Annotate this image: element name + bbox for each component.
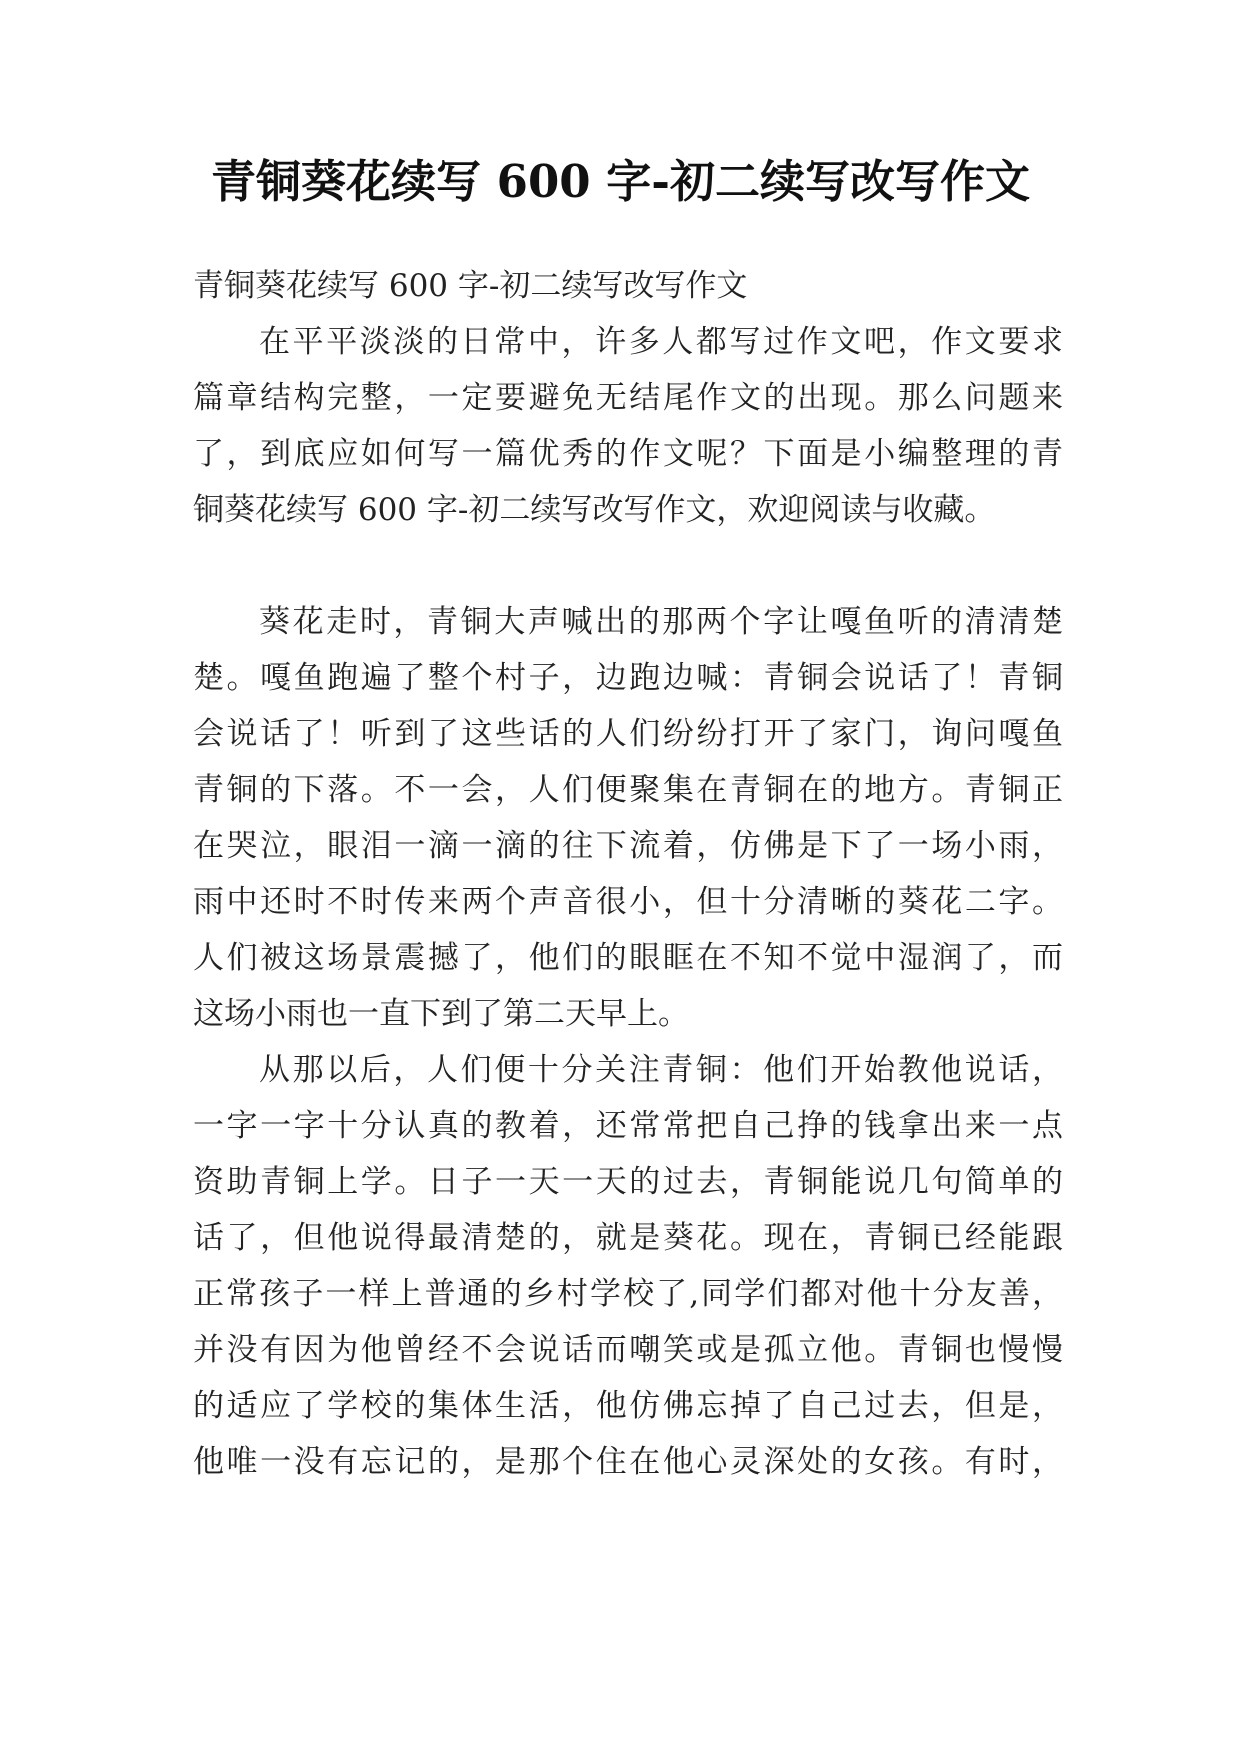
text-line: 正常孩子一样上普通的乡村学校了,同学们都对他十分友善， — [193, 1276, 1063, 1312]
document-title: 青铜葵花续写 600 字-初二续写改写作文 — [211, 155, 1030, 208]
text-line: 在哭泣，眼泪一滴一滴的往下流着，仿佛是下了一场小雨， — [193, 828, 1063, 864]
text-line: 一字一字十分认真的教着，还常常把自己挣的钱拿出来一点 — [193, 1108, 1063, 1144]
text-line: 篇章结构完整，一定要避免无结尾作文的出现。那么问题来 — [193, 380, 1063, 416]
paragraph-story-1 — [193, 594, 1063, 1042]
document-subtitle: 青铜葵花续写 600 字-初二续写改写作文 — [193, 268, 748, 304]
text-line: 话了，但他说得最清楚的，就是葵花。现在，青铜已经能跟 — [193, 1220, 1063, 1256]
text-line: 在平平淡淡的日常中，许多人都写过作文吧，作文要求 — [259, 324, 1063, 360]
text-line: 资助青铜上学。日子一天一天的过去，青铜能说几句简单的 — [193, 1164, 1063, 1200]
text-line: 雨中还时不时传来两个声音很小，但十分清晰的葵花二字。 — [193, 884, 1063, 920]
text-line: 人们被这场景震撼了，他们的眼眶在不知不觉中湿润了，而 — [193, 940, 1063, 976]
text-line: 他唯一没有忘记的，是那个住在他心灵深处的女孩。有时， — [193, 1444, 1063, 1480]
text-line: 铜葵花续写 600 字-初二续写改写作文，欢迎阅读与收藏。 — [193, 492, 996, 528]
paragraph-intro — [193, 314, 1063, 538]
text-line: 的适应了学校的集体生活，他仿佛忘掉了自己过去，但是， — [193, 1388, 1063, 1424]
text-line: 葵花走时，青铜大声喊出的那两个字让嘎鱼听的清清楚 — [259, 604, 1063, 640]
text-line: 青铜的下落。不一会，人们便聚集在青铜在的地方。青铜正 — [193, 772, 1063, 808]
paragraph-story-2 — [193, 1042, 1063, 1490]
text-line: 并没有因为他曾经不会说话而嘲笑或是孤立他。青铜也慢慢 — [193, 1332, 1063, 1368]
text-line: 这场小雨也一直下到了第二天早上。 — [193, 996, 689, 1032]
text-line: 楚。嘎鱼跑遍了整个村子，边跑边喊：青铜会说话了！青铜 — [193, 660, 1063, 696]
document-body — [193, 258, 1063, 1490]
paragraph-spacer — [193, 538, 1063, 594]
text-line: 了，到底应如何写一篇优秀的作文呢？下面是小编整理的青 — [193, 436, 1063, 472]
text-line: 从那以后，人们便十分关注青铜：他们开始教他说话， — [259, 1052, 1063, 1088]
text-line: 会说话了！听到了这些话的人们纷纷打开了家门，询问嘎鱼 — [193, 716, 1063, 752]
